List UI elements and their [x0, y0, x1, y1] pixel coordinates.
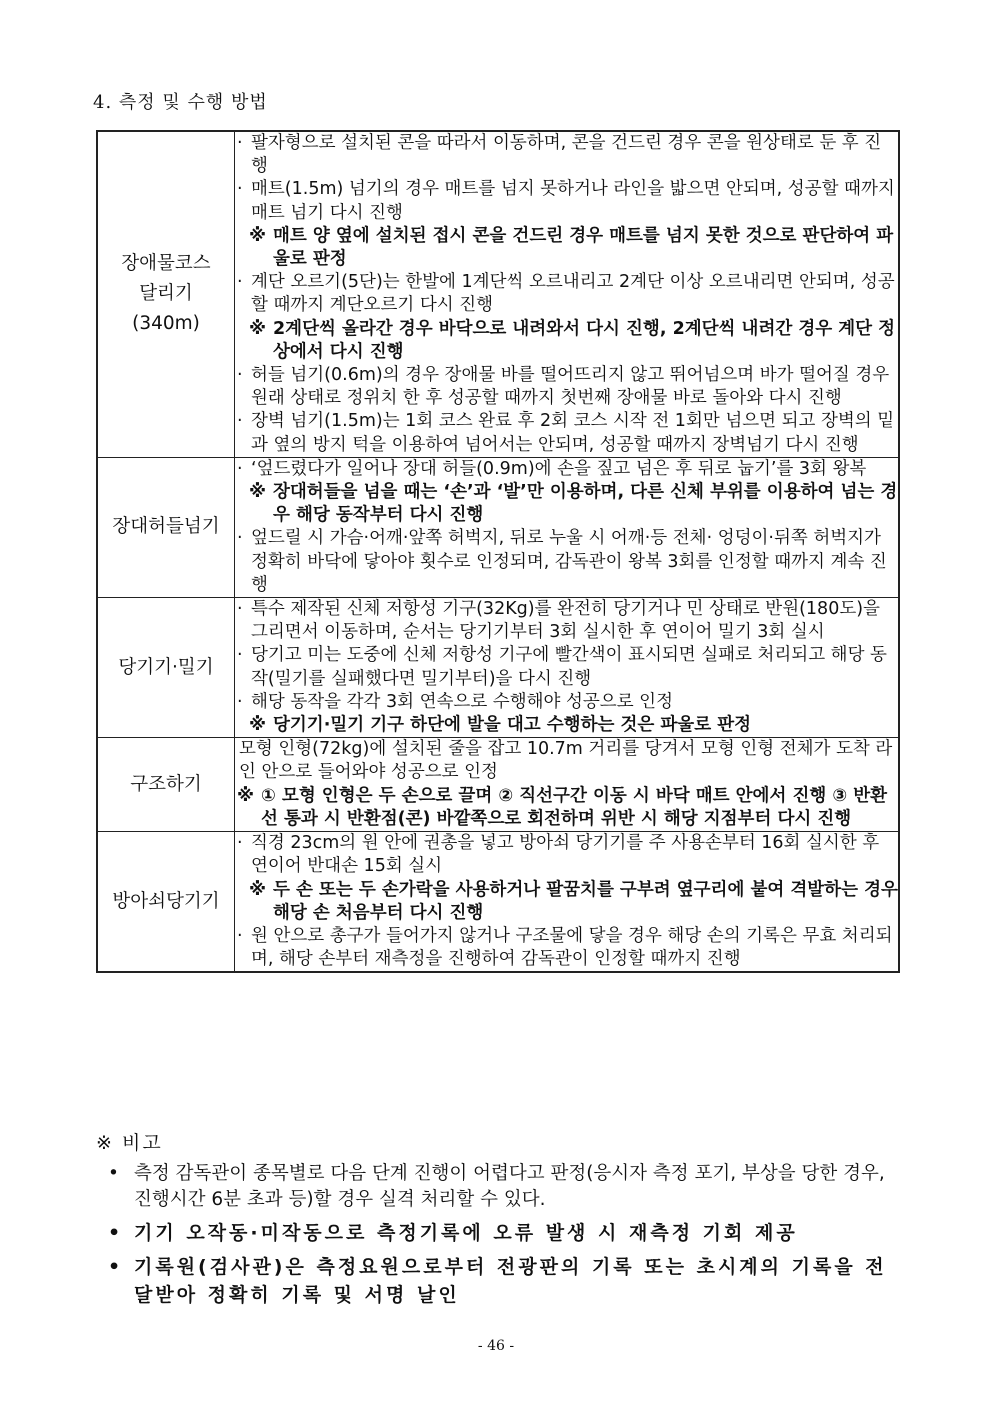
remarks-title: ※ 비고: [96, 1132, 163, 1154]
section-title: 4. 측정 및 수행 방법: [93, 92, 268, 113]
remarks-section: [96, 1128, 900, 1309]
note-item: ※ 두 손 또는 두 손가락을 사용하거나 팔꿈치를 구부려 옆구리에 붙여 격발하는 경우 해당 손 처음부터 다시 진행: [249, 879, 898, 923]
row-content-obstacle: [235, 131, 900, 457]
note-item: ※ 장대허들을 넘을 때는 ‘손’과 ‘발’만 이용하며, 다른 신체 부위를 이용하여 넘는 경우 해당 동작부터 다시 진행: [249, 482, 898, 526]
list-item: · 팔자형으로 설치된 콘을 따라서 이동하며, 콘을 건드린 경우 콘을 원상태로 둔 후 진행: [237, 133, 882, 177]
list-item: · 직경 23cm의 원 안에 권총을 넣고 방아쇠 당기기를 주 사용손부터 16회 실시한 후 연이어 반대손 15회 실시: [237, 833, 880, 877]
row-content-hurdle: [235, 457, 900, 597]
note-item: ※ 당기기·밀기 기구 하단에 발을 대고 수행하는 것은 파울로 판정: [249, 715, 752, 736]
row-label-rescue: 구조하기: [97, 738, 235, 832]
row-content-pushpull: [235, 598, 900, 738]
note-item: ※ 2계단씩 올라간 경우 바닥으로 내려와서 다시 진행, 2계단씩 내려간 경우 계단 정상에서 다시 진행: [249, 318, 896, 362]
row-label-obstacle: 장애물코스 달리기 (340m): [97, 131, 235, 457]
remark-item: • 측정 감독관이 종목별로 다음 단계 진행이 어렵다고 판정(응시자 측정 포기, 부상을 당한 경우, 진행시간 6분 초과 등)할 경우 실격 처리할 수 있다.: [108, 1163, 885, 1210]
row-content-rescue: [235, 738, 900, 832]
table-row-hurdle: [97, 457, 899, 597]
list-item: · 당기고 미는 도중에 신체 저항성 기구에 빨간색이 표시되면 실패로 처리되고 해당 동작(밀기를 실패했다면 밀기부터)을 다시 진행: [237, 645, 887, 689]
table-row-obstacle: [97, 131, 899, 457]
list-item: · 특수 제작된 신체 저항성 기구(32Kg)를 완전히 당기거나 민 상태로 반원(180도)을 그리면서 이동하며, 순서는 당기기부터 3회 실시한 후 연이어 밀기 3회 실시: [237, 599, 880, 643]
list-item: · 해당 동작을 각각 3회 연속으로 수행해야 성공으로 인정: [237, 691, 673, 712]
list-item: · ‘엎드렸다가 일어나 장대 허들(0.9m)에 손을 짚고 넘은 후 뒤로 눕기’를 3회 왕복: [237, 458, 867, 479]
row-label-trigger: 방아쇠당기기: [97, 832, 235, 973]
list-item: · 엎드릴 시 가슴·어깨·앞쪽 허벅지, 뒤로 누울 시 어깨·등 전체· 엉덩이·뒤쪽 허벅지가 정확히 바닥에 닿아야 횟수로 인정되며, 감독관이 왕복 3회를 인정할 때까지 계속 진행: [237, 528, 887, 595]
table-row-trigger: [97, 832, 899, 973]
remark-item: • 기록원(검사관)은 측정요원으로부터 전광판의 기록 또는 초시계의 기록을 전달받아 정확히 기록 및 서명 날인: [108, 1256, 887, 1306]
table-row-pushpull: [97, 598, 899, 738]
row-label-hurdle: 장대허들넘기: [97, 457, 235, 597]
list-item: · 원 안으로 총구가 들어가지 않거나 구조물에 닿을 경우 해당 손의 기록은 무효 처리되며, 해당 손부터 재측정을 진행하여 감독관이 인정할 때까지 진행: [237, 925, 893, 970]
paragraph: 모형 인형(72kg)에 설치된 줄을 잡고 10.7m 거리를 당겨서 모형 인형 전체가 도착 라인 안으로 들어와야 성공으로 인정: [239, 739, 893, 783]
row-label-pushpull: 당기기·밀기: [97, 598, 235, 738]
list-item: · 장벽 넘기(1.5m)는 1회 코스 완료 후 2회 코스 시작 전 1회만 넘으면 되고 장벽의 밑과 옆의 방지 턱을 이용하여 넘어서는 안되며, 성공할 때까지 장벽넘기 다시 진행: [237, 411, 895, 455]
measurement-table: [96, 130, 900, 973]
note-item: ※ ① 모형 인형은 두 손으로 끌며 ② 직선구간 이동 시 바닥 매트 안에서 진행 ③ 반환선 통과 시 반환점(콘) 바깥쪽으로 회전하며 위반 시 해당 지점부터 다시 진행: [237, 785, 888, 829]
table-row-rescue: [97, 738, 899, 832]
note-item: ※ 매트 양 옆에 설치된 접시 콘을 건드린 경우 매트를 넘지 못한 것으로 판단하여 파울로 판정: [249, 225, 894, 270]
list-item: · 계단 오르기(5단)는 한발에 1계단씩 오르내리고 2계단 이상 오르내리면 안되며, 성공할 때까지 계단오르기 다시 진행: [237, 272, 895, 316]
list-item: · 허들 넘기(0.6m)의 경우 장애물 바를 떨어뜨리지 않고 뛰어넘으며 바가 떨어질 경우 원래 상태로 정위치 한 후 성공할 때까지 첫번째 장애물 바로 돌아와 다시 진행: [237, 365, 890, 409]
remark-item: • 기기 오작동·미작동으로 측정기록에 오류 발생 시 재측정 기회 제공: [108, 1222, 798, 1244]
list-item: · 매트(1.5m) 넘기의 경우 매트를 넘지 못하거나 라인을 밟으면 안되며, 성공할 때까지 매트 넘기 다시 진행: [237, 179, 895, 223]
row-content-trigger: [235, 832, 900, 973]
page-number: - 46 -: [477, 1338, 515, 1354]
